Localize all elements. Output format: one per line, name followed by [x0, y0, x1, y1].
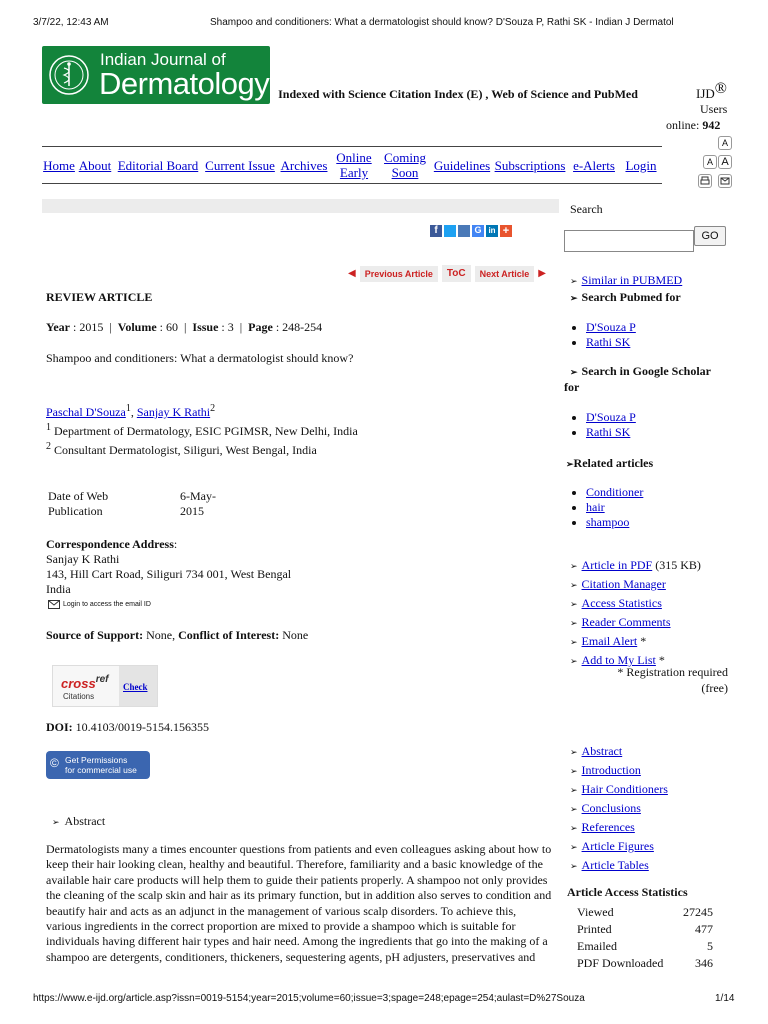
crossref-badge[interactable]: [52, 665, 158, 707]
stats-row: PDF Downloaded 346: [577, 956, 713, 970]
crossref-citations: Citations: [63, 692, 95, 701]
share-icons: [430, 225, 512, 237]
correspondence: Correspondence Address: Sanjay K Rathi 143, Hill Cart Road, Siliguri 734 001, West Bengal India: [46, 537, 292, 596]
google-author-rathi[interactable]: Rathi SK: [586, 425, 631, 439]
related-hair[interactable]: hair: [586, 500, 605, 514]
print-url: https://www.e-ijd.org/article.asp?issn=0019-5154;year=2015;volume=60;issue=3;spage=248;epage=254;aulast=D%27Souza: [33, 993, 585, 1004]
citation-manager-link[interactable]: Citation Manager: [581, 577, 666, 591]
access-statistics-link[interactable]: Access Statistics: [581, 596, 662, 610]
email-login-link[interactable]: Login to access the email ID: [48, 600, 151, 609]
stats-row: Printed 477: [577, 922, 713, 936]
pubmed-author-dsouza[interactable]: D'Souza P: [586, 320, 636, 334]
copyright-icon: ©: [50, 756, 59, 770]
stats-heading: Article Access Statistics: [567, 885, 688, 899]
facebook-icon[interactable]: f: [430, 225, 442, 237]
section-article-tables[interactable]: Article Tables: [581, 858, 649, 872]
share-bar: [42, 199, 559, 213]
nav-e-alerts[interactable]: e-Alerts: [573, 157, 615, 173]
print-icon[interactable]: [698, 174, 712, 188]
abstract-heading: ➢ Abstract: [52, 814, 106, 828]
twitter-icon[interactable]: [444, 225, 456, 237]
email-alert-link[interactable]: Email Alert: [581, 634, 638, 648]
pubmed-author-rathi[interactable]: Rathi SK: [586, 335, 631, 349]
section-conclusions[interactable]: Conclusions: [581, 801, 641, 815]
crossref-logo: cross$^{ref}$: [61, 674, 109, 691]
arrow-icon: ➢: [52, 817, 60, 827]
print-page-title: Shampoo and conditioners: What a dermatologist should know? D'Souza P, Rathi SK - Indian J Dermatol: [210, 17, 674, 28]
section-introduction[interactable]: Introduction: [581, 763, 641, 777]
related-list: [570, 485, 643, 530]
crossref-check-link[interactable]: Check: [123, 682, 148, 692]
font-size-small[interactable]: A: [718, 136, 732, 150]
add-to-list-link[interactable]: Add to My List: [581, 653, 656, 667]
previous-article-button[interactable]: Previous Article: [360, 266, 438, 282]
nav-about[interactable]: About: [78, 157, 112, 173]
similar-pubmed-link[interactable]: Similar in PUBMED: [581, 273, 683, 287]
affiliation-1: $^1$ Department of Dermatology, ESIC PGIMSR, New Delhi, India: [46, 422, 358, 438]
section-hair-conditioners[interactable]: Hair Conditioners: [581, 782, 668, 796]
related-shampoo[interactable]: shampoo: [586, 515, 630, 529]
stats-row: Emailed 5: [577, 939, 713, 953]
search-google-heading: ➢ Search in Google Scholar for: [564, 364, 711, 394]
ijd-label: IJD®: [696, 80, 727, 101]
stats-row: Viewed 27245: [577, 905, 713, 919]
next-article-button[interactable]: Next Article: [475, 266, 535, 282]
google-icon[interactable]: G: [472, 225, 484, 237]
article-title: Shampoo and conditioners: What a dermatologist should know?: [46, 351, 354, 365]
nav-current-issue[interactable]: Current Issue: [205, 157, 275, 173]
arrow-right-icon: ▶: [538, 268, 546, 279]
indexed-banner: Indexed with Science Citation Index (E) , Web of Science and PubMed: [278, 87, 638, 101]
seal-icon: [48, 50, 90, 100]
search-pubmed-heading: ➢ Search Pubmed for: [570, 290, 681, 304]
logo-line1: Indian Journal of: [100, 50, 226, 69]
google-author-list: [570, 410, 636, 440]
nav-online-early[interactable]: Online Early: [336, 150, 372, 180]
pubmed-author-list: [570, 320, 636, 350]
go-button[interactable]: GO: [694, 226, 726, 246]
print-page-count: 1/14: [715, 993, 735, 1004]
article-type: REVIEW ARTICLE: [46, 290, 153, 304]
affiliation-2: $^2$ Consultant Dermatologist, Siliguri, West Bengal, India: [46, 441, 317, 457]
section-links: ➢ Abstract ➢ Introduction ➢ Hair Conditioners ➢ Conclusions ➢ References ➢ Article Figures ➢ Article Tables: [570, 744, 668, 872]
article-tools: ➢ Article in PDF (315 KB) ➢ Citation Manager ➢ Access Statistics ➢ Reader Comments ➢ Email Alert * ➢ Add to My List *: [570, 558, 701, 667]
nav-login[interactable]: Login: [625, 157, 657, 173]
arrow-left-icon: ◀: [348, 268, 356, 279]
google-author-dsouza[interactable]: D'Souza P: [586, 410, 636, 424]
email-icon: [48, 600, 60, 609]
abstract-text: Dermatologists many a times encounter questions from patients and even colleagues asking about how to keep their hair looking clean, healthy and beautiful. Therefore, familiarity and a basic knowledge of the available hair care products will help them to guide their patients properly. A shampoo not only provides the cleaning of the scalp skin and hair as its primary function, but in addition also serves to condition and beautify hair and acts as an adjunct in the management of various scalp disorders. To achieve this, various ingredients in the correct proportion are mixed to provide a shampoo which is suitable for individuals having different hair types and hair need. Among the ingredients that go into the making of a shampoo are detergents, conditioners, thickeners, sequestering agents, pH adjusters, preservatives and: [46, 842, 552, 964]
users-label: Users: [700, 102, 728, 116]
author-rathi[interactable]: Sanjay K Rathi: [136, 405, 211, 419]
nav-home[interactable]: Home: [43, 157, 75, 173]
section-article-figures[interactable]: Article Figures: [581, 839, 654, 853]
print-datetime: 3/7/22, 12:43 AM: [33, 17, 109, 28]
nav-guidelines[interactable]: Guidelines: [433, 157, 491, 173]
article-navigation: [348, 265, 546, 282]
section-references[interactable]: References: [581, 820, 635, 834]
registration-note: * Registration required (free): [617, 665, 728, 695]
nav-coming-soon[interactable]: Coming Soon: [384, 150, 426, 180]
get-permissions-button[interactable]: © Get Permissions for commercial use: [46, 751, 150, 779]
journal-logo[interactable]: [42, 46, 270, 104]
font-size-medium[interactable]: A: [703, 155, 717, 169]
reader-comments-link[interactable]: Reader Comments: [581, 615, 671, 629]
list-icon[interactable]: [458, 225, 470, 237]
date-label: Date of Web Publication: [48, 489, 109, 518]
similar-pubmed: ➢ Similar in PUBMED: [570, 273, 683, 287]
article-pdf-link[interactable]: Article in PDF: [581, 558, 653, 572]
date-value: 6-May- 2015: [180, 489, 216, 518]
font-size-large[interactable]: A: [718, 155, 732, 169]
toc-button[interactable]: ToC: [442, 265, 471, 282]
nav-subscriptions[interactable]: Subscriptions: [494, 157, 566, 173]
correspondence-label: Correspondence Address: [46, 537, 174, 551]
email-page-icon[interactable]: [718, 174, 732, 188]
linkedin-icon[interactable]: in: [486, 225, 498, 237]
main-nav: [42, 146, 662, 184]
author-dsouza[interactable]: Paschal D'Souza: [46, 405, 126, 419]
online-count: 942: [702, 118, 721, 132]
logo-line2: Dermatology: [99, 66, 270, 101]
online-users: online: 942: [666, 118, 721, 132]
plus-icon[interactable]: +: [500, 225, 512, 237]
section-abstract[interactable]: Abstract: [581, 744, 623, 758]
related-conditioner[interactable]: Conditioner: [586, 485, 644, 499]
nav-archives[interactable]: Archives: [280, 157, 328, 173]
stats-table: [577, 904, 713, 972]
support-conflict: Source of Support: None, Conflict of Interest: None: [46, 628, 309, 642]
authors: Paschal D'Souza$^1$, Sanjay K Rathi$^2$: [46, 403, 216, 419]
search-input[interactable]: [564, 230, 694, 252]
citation-line: Year : 2015 | Volume : 60 | Issue : 3 | Page : 248-254: [46, 320, 323, 334]
nav-editorial-board[interactable]: Editorial Board: [117, 157, 199, 173]
doi: DOI: 10.4103/0019-5154.156355: [46, 720, 210, 734]
search-label: Search: [570, 202, 603, 216]
related-heading: ➢Related articles: [566, 456, 654, 470]
